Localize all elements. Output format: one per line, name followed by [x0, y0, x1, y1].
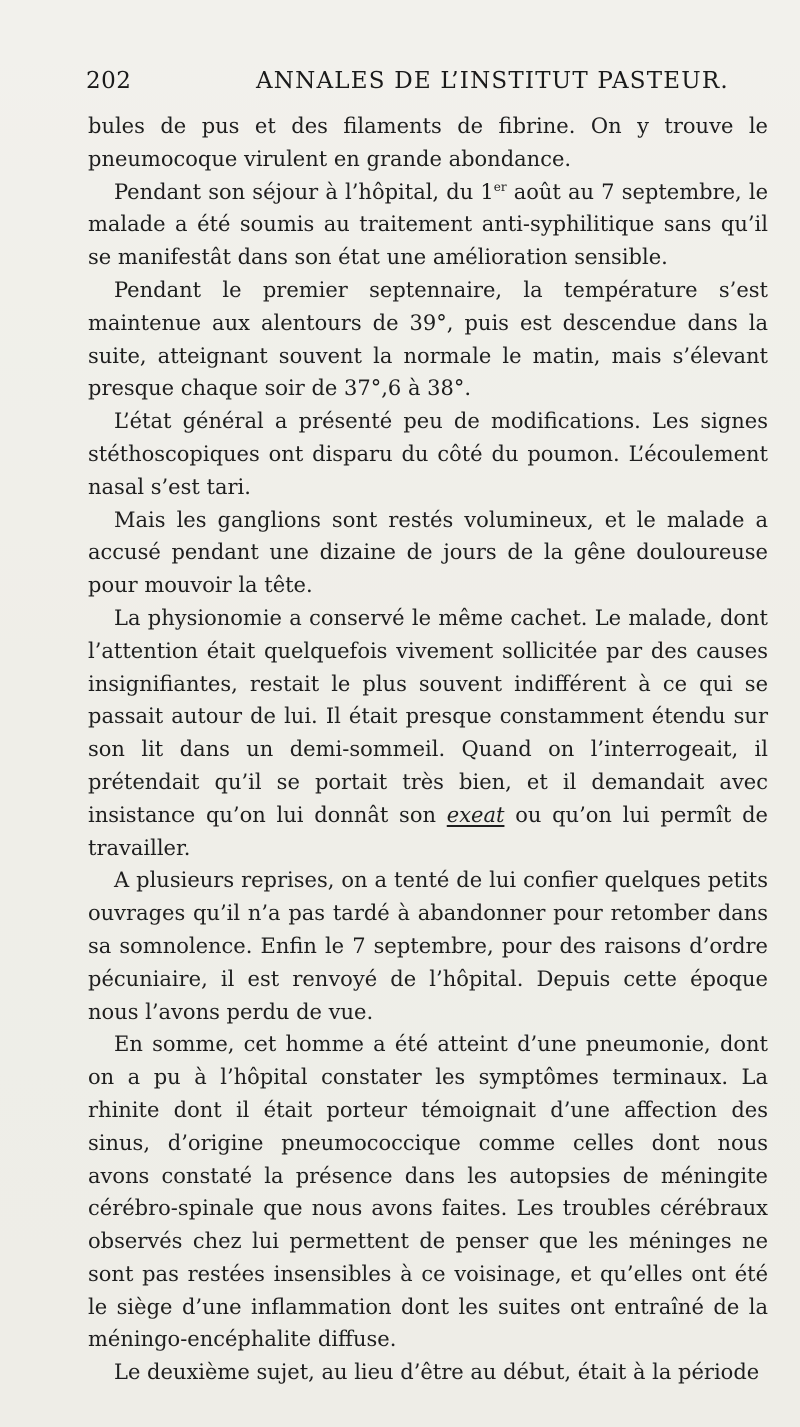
paragraph-text: Le deuxième sujet, au lieu d’être au début, était à la période: [114, 1360, 760, 1385]
paragraph-second-subject: [88, 1356, 768, 1389]
paragraph-general-state: [88, 405, 768, 503]
journal-title: ANNALES DE L’INSTITUT PASTEUR.: [256, 68, 729, 94]
page-number: 202: [86, 68, 132, 94]
superscript-er: er: [493, 179, 507, 194]
paragraph-text: Mais les ganglions sont restés volumineux, et le malade a accusé pendant une dizaine de jours de la gêne douloureuse pour mouvoir la tête.: [88, 507, 768, 598]
paragraph-text: août au 7 septembre, le malade a été soumis au traitement anti-syphilitique sans qu’il se manifestât dans son état une amélioration sensible.: [88, 179, 768, 270]
paragraph-text: Pendant le premier septennaire, la température s’est maintenue aux alentours de 39°, puis est descendue dans la suite, atteignant souvent la normale le matin, mais s’élevant presque chaque soir de 37°,6 à 38°.: [88, 277, 768, 401]
emphasis-exeat: exeat: [446, 802, 505, 827]
paragraph-physiognomy: [88, 602, 768, 864]
paragraph-text: L’état général a présenté peu de modifications. Les signes stéthoscopiques ont disparu du côté du poumon. L’écoulement nasal s’est tari.: [88, 409, 768, 499]
body-text: [88, 110, 768, 1389]
paragraph-temperature: [88, 274, 768, 405]
paragraph-summary: [88, 1028, 768, 1356]
paragraph-discharge: [88, 864, 768, 1028]
paragraph-continuation: [88, 110, 768, 176]
paragraph-text: En somme, cet homme a été atteint d’une pneumonie, dont on a pu à l’hôpital constater les symptômes terminaux. La rhinite dont il était porteur témoignait d’une affection des sinus, d’origine pneumococcique comme celles dont nous avons constaté la présence dans les autopsies de méningite cérébro-spinale que nous avons faites. Les troubles cérébraux observés chez lui permettent de penser que les méninges ne sont pas restées insensibles à ce voisinage, et qu’elles ont été le siège d’une inflammation dont les suites ont entraîné de la méningo-encéphalite diffuse.: [88, 1032, 768, 1352]
paragraph-text: La physionomie a conservé le même cachet. Le malade, dont l’attention était quelquefois vivement sollicitée par des causes insignifiantes, restait le plus souvent indifférent à ce qui se passait autour de lui. Il était presque constamment étendu sur son lit dans un demi-sommeil. Quand on l’interrogeait, il prétendait qu’il se portait très bien, et il demandait avec insistance qu’on lui donnât son: [88, 605, 768, 827]
paragraph-hospital-stay: [88, 176, 768, 274]
paragraph-text: bules de pus et des filaments de fibrine. On y trouve le pneumocoque virulent en grande abondance.: [88, 114, 768, 171]
paragraph-text: Pendant son séjour à l’hôpital, du 1: [114, 179, 494, 204]
paragraph-text: A plusieurs reprises, on a tenté de lui confier quelques petits ouvrages qu’il n’a pas tardé à abandonner pour retomber dans sa somnolence. Enfin le 7 septembre, pour des raisons d’ordre pécuniaire, il est renvoyé de l’hôpital. Depuis cette époque nous l’avons perdu de vue.: [88, 868, 768, 1024]
paragraph-ganglions: [88, 504, 768, 602]
running-head: [86, 68, 766, 102]
paragraph-text: ou qu’on lui permît de travailler.: [88, 802, 768, 860]
